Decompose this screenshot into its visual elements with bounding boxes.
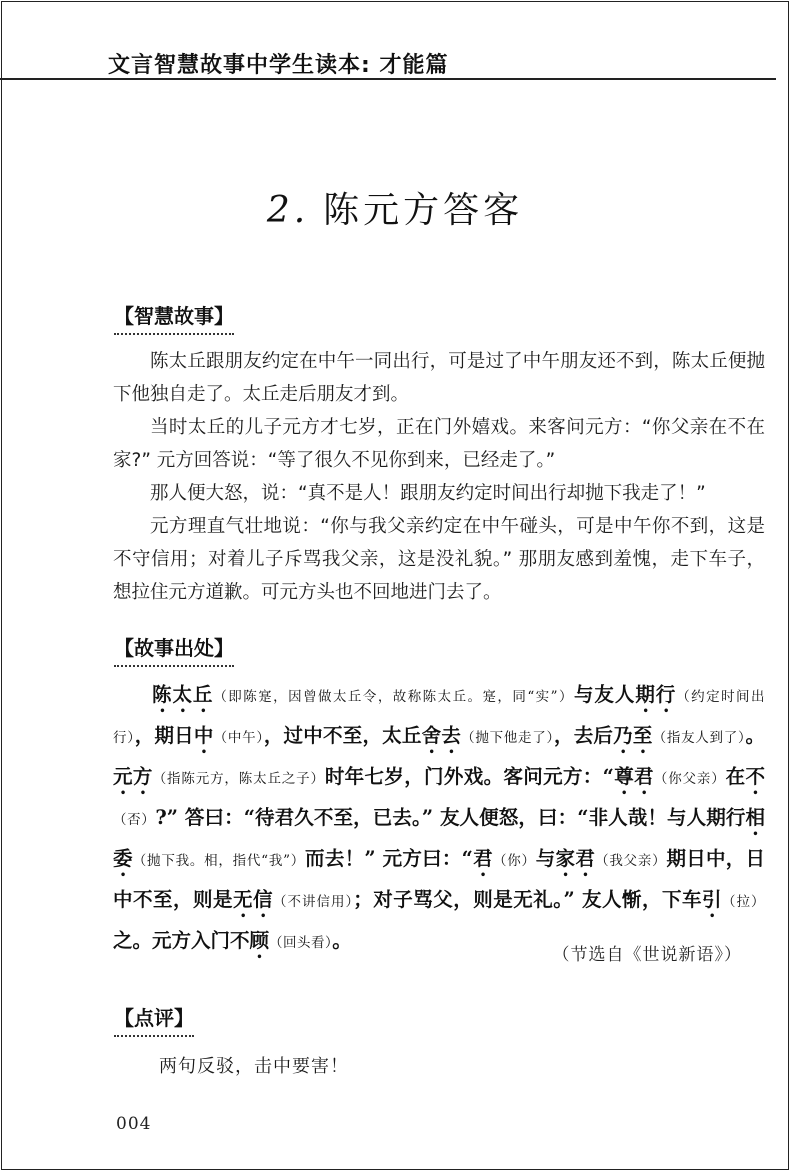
source-segment: ，期日 bbox=[134, 724, 194, 747]
gloss-note: （回头看） bbox=[269, 935, 333, 951]
key-word: 元方 bbox=[113, 765, 153, 788]
key-word: 陈太丘 bbox=[152, 683, 214, 706]
chapter-number: 2. bbox=[266, 190, 310, 231]
book-title-header: 文言智慧故事中学生读本: 才能篇 bbox=[108, 53, 449, 78]
source-segment: 。 bbox=[745, 724, 765, 747]
story-body bbox=[113, 345, 765, 609]
source-segment: 在 bbox=[725, 765, 746, 788]
key-word: 乃至 bbox=[613, 724, 653, 747]
source-segment: 而去！” 元方曰：“ bbox=[305, 847, 473, 870]
key-word: 君 bbox=[472, 847, 493, 870]
key-word: 舍去 bbox=[421, 724, 462, 747]
gloss-note: （即陈寔，因曾做太丘令，故称陈太丘。寔，同“实”） bbox=[213, 689, 574, 705]
page-number: 004 bbox=[116, 1114, 152, 1134]
source-segment: ，去后 bbox=[553, 724, 614, 747]
chapter-title bbox=[0, 182, 790, 233]
key-word: 无信 bbox=[233, 888, 273, 911]
story-paragraph: 那人便大怒，说：“真不是人！跟朋友约定时间出行却抛下我走了！” bbox=[150, 483, 706, 504]
key-word: 相委 bbox=[113, 806, 765, 870]
source-segment: 与 bbox=[535, 847, 556, 870]
chapter-title-text: 陈元方答客 bbox=[323, 190, 524, 231]
gloss-note: （抛下他走了） bbox=[461, 730, 554, 746]
gloss-note: （你） bbox=[492, 853, 536, 869]
gloss-note: （否） bbox=[113, 812, 156, 828]
gloss-note: （不讲信用） bbox=[273, 894, 354, 910]
source-segment: ?” 答曰：“待君久不至，已去。” 友人便怒，曰：“非人哉！与人期行 bbox=[155, 806, 746, 829]
source-segment: 之。元方入门不 bbox=[113, 929, 250, 952]
key-word: 期行 bbox=[635, 683, 677, 706]
gloss-note: （中午） bbox=[213, 730, 264, 746]
gloss-note: （约定时间出行） bbox=[113, 689, 765, 746]
source-segment: 时年七岁，门外戏。客问元方：“ bbox=[324, 765, 614, 788]
key-word: 引 bbox=[701, 888, 722, 911]
source-segment: ，过中不至，太丘 bbox=[263, 724, 422, 747]
story-paragraph: 元方理直气壮地说：“你与我父亲约定在中午碰头，可是中午你不到，这是不守信用；对着儿子斥骂我父亲，这是没礼貌。” 那朋友感到羞愧，走下车子，想拉住元方道歉。可元方头也不回地进门去了。 bbox=[113, 516, 765, 603]
gloss-note: （指陈元方，陈太丘之子） bbox=[152, 771, 325, 787]
gloss-note: （拉） bbox=[721, 894, 765, 910]
source-segment: 期日中，日中不至，则是 bbox=[113, 847, 766, 911]
gloss-note: （指友人到了） bbox=[652, 730, 746, 746]
gloss-note: （抛下我。相，指代“我”） bbox=[132, 853, 306, 869]
key-word: 尊君 bbox=[613, 765, 654, 788]
story-section-heading: 【智慧故事】 bbox=[114, 300, 234, 335]
source-text bbox=[113, 676, 765, 963]
source-section-heading: 【故事出处】 bbox=[114, 632, 234, 667]
comment-section-heading: 【点评】 bbox=[114, 1002, 194, 1037]
story-paragraph: 当时太丘的儿子元方才七岁，正在门外嬉戏。来客问元方：“你父亲在不在家?” 元方回答说：“等了很久不见你到来，已经走了。” bbox=[113, 417, 765, 471]
gloss-note: （我父亲） bbox=[595, 853, 667, 869]
key-word: 家君 bbox=[555, 847, 596, 870]
story-paragraph: 陈太丘跟朋友约定在中午一同出行，可是过了中午朋友还不到，陈太丘便抛下他独自走了。太丘走后朋友才到。 bbox=[113, 351, 765, 405]
source-segment: 。 bbox=[332, 929, 352, 952]
key-word: 不 bbox=[745, 765, 765, 788]
key-word: 顾 bbox=[249, 929, 270, 952]
source-paragraph bbox=[113, 676, 765, 963]
comment-text: 两句反驳，击中要害！ bbox=[159, 1056, 349, 1077]
gloss-note: （你父亲） bbox=[653, 771, 726, 787]
key-word: 中 bbox=[193, 724, 214, 747]
source-citation: （节选自《世说新语》） bbox=[552, 945, 742, 965]
header-rule bbox=[0, 78, 776, 80]
source-segment: ；对子骂父，则是无礼。” 友人惭，下车 bbox=[353, 888, 702, 911]
source-segment: 与友人 bbox=[573, 683, 636, 706]
